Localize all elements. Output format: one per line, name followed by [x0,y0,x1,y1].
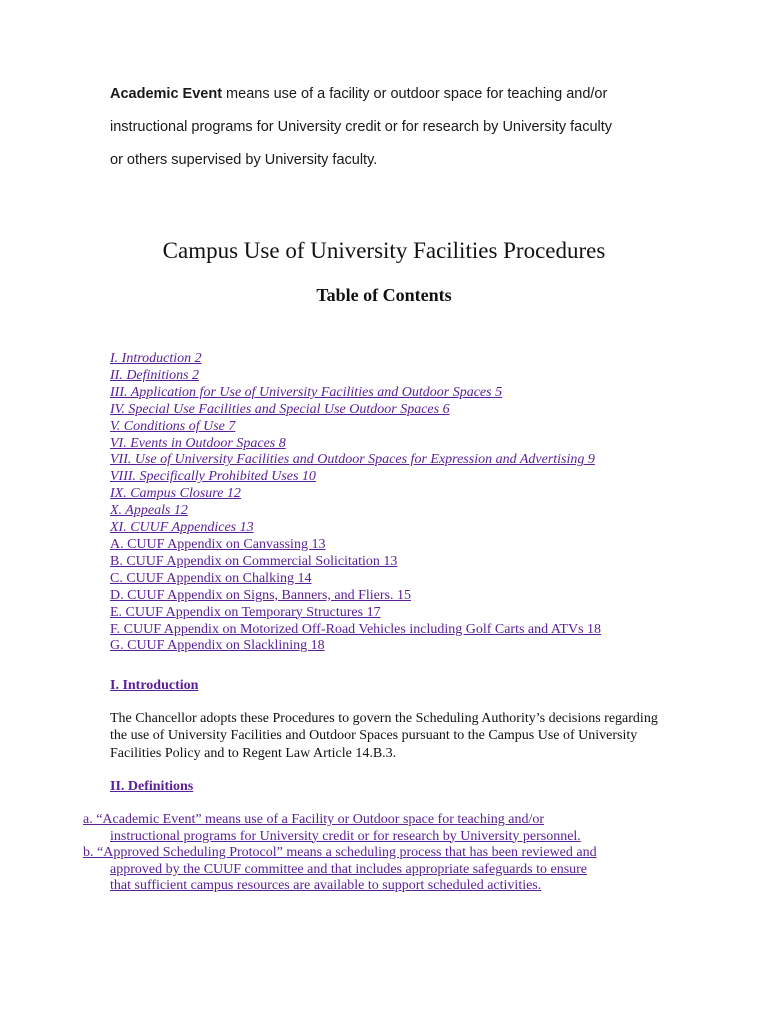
toc-link[interactable]: D. CUUF Appendix on Signs, Banners, and Fliers. 15 [110,587,411,603]
toc-item [110,402,670,419]
toc-item [110,622,670,639]
toc-item [110,486,670,503]
intro-line-3: or others supervised by University faculty. [110,152,378,168]
toc-item [110,537,670,554]
toc-item [110,419,670,436]
toc-link[interactable]: B. CUUF Appendix on Commercial Solicitation 13 [110,553,398,569]
definition-a-line-1: a. “Academic Event” means use of a Facility or Outdoor space for teaching and/or [83,812,545,827]
intro-line-1-text: means use of a facility or outdoor space for teaching and/or [222,86,608,102]
toc-link[interactable]: XI. CUUF Appendices 13 [110,520,254,536]
intro-line-1 [110,84,670,117]
toc-link[interactable]: C. CUUF Appendix on Chalking 14 [110,570,312,586]
toc-item [110,571,670,588]
toc-link[interactable]: I. Introduction 2 [110,351,202,366]
intro-term: Academic Event [110,86,223,102]
toc-item [110,469,670,486]
toc-link[interactable]: V. Conditions of Use 7 [110,418,236,434]
section-heading-definitions [110,779,193,795]
toc-item [110,520,670,537]
toc-link[interactable]: VII. Use of University Facilities and Outdoor Spaces for Expression and Advertising 9 [110,452,595,468]
toc-link[interactable]: IX. Campus Closure 12 [110,486,241,502]
introduction-body: The Chancellor adopts these Procedures to govern the Scheduling Authority’s decisions regarding the use of University Facilities and Outdoor Spaces pursuant to the Campus Use of University Facilities Policy and to Regent Law Article 14.B.3. [110,711,658,761]
toc-link[interactable]: A. CUUF Appendix on Canvassing 13 [110,536,326,552]
definition-item-b[interactable] [83,845,663,895]
toc-link[interactable]: II. Definitions 2 [110,367,200,383]
toc-item [110,638,670,655]
toc-item [110,436,670,453]
definitions-list [83,812,663,895]
toc-link[interactable]: VIII. Specifically Prohibited Uses 10 [110,469,316,485]
toc-item [110,385,670,402]
toc-item [110,605,670,622]
toc-link[interactable]: VI. Events in Outdoor Spaces 8 [110,435,286,451]
table-of-contents [110,351,670,655]
toc-link[interactable]: X. Appeals 12 [110,503,188,519]
toc-link[interactable]: G. CUUF Appendix on Slacklining 18 [110,638,325,654]
intro-line-2: instructional programs for University credit or for research by University faculty [110,119,613,135]
definition-b-line-1: b. “Approved Scheduling Protocol” means a scheduling process that has been reviewed and [83,845,597,861]
toc-title: Table of Contents [316,285,452,305]
toc-item [110,554,670,571]
toc-item [110,351,670,368]
definition-b-line-3: that sufficient campus resources are available to support scheduled activities. [110,878,542,894]
definition-b-line-2: approved by the CUUF committee and that includes appropriate safeguards to ensure [110,861,588,877]
toc-item [110,588,670,605]
document-title: Campus Use of University Facilities Procedures [162,238,606,263]
toc-link[interactable]: IV. Special Use Facilities and Special Use Outdoor Spaces 6 [110,401,450,417]
intro-paragraph [110,84,670,183]
definition-item-a[interactable] [83,812,663,845]
section-heading-introduction-link[interactable]: I. Introduction [110,678,199,693]
section-heading-introduction [110,678,198,694]
toc-link[interactable]: E. CUUF Appendix on Temporary Structures 17 [110,604,381,620]
toc-item [110,503,670,520]
toc-item [110,368,670,385]
toc-item [110,452,670,469]
definition-a-line-2: instructional programs for University credit or for research by University personnel. [110,828,581,844]
section-heading-definitions-link[interactable]: II. Definitions [110,779,194,794]
toc-link[interactable]: III. Application for Use of University Facilities and Outdoor Spaces 5 [110,384,503,400]
toc-link[interactable]: F. CUUF Appendix on Motorized Off-Road Vehicles including Golf Carts and ATVs 18 [110,621,602,637]
